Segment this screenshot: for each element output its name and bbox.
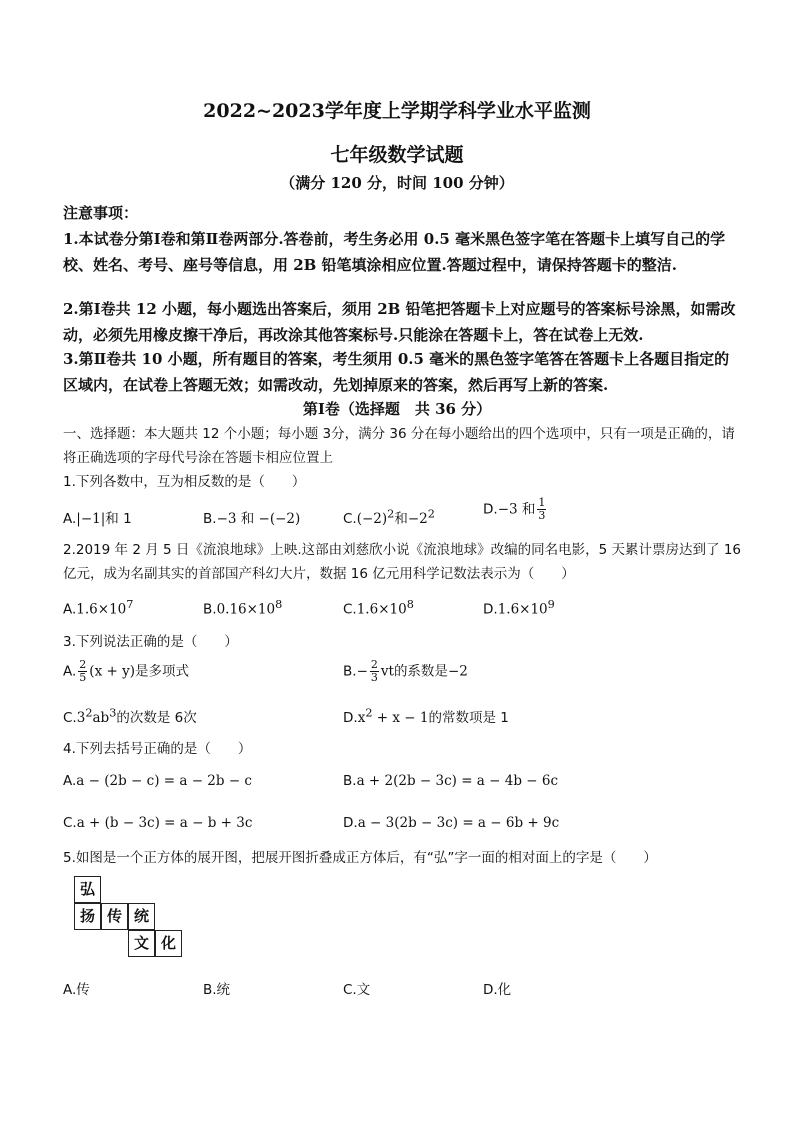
q5-option-b: B.统 bbox=[203, 982, 231, 998]
q2-stem: 2.2019 年 2 月 5 日《流浪地球》上映.这部由刘慈欣小说《流浪地球》改编的同名电影，5 天累计票房达到了 16 亿元，成为名副其实的首部国产科幻大片，数据 16 亿元用科学记数法表示为（ ） bbox=[63, 542, 742, 582]
cube-net-cell: 统 bbox=[128, 903, 155, 930]
q3-stem: 3.下列说法正确的是（ ） bbox=[63, 634, 238, 650]
q5-stem: 5.如图是一个正方体的展开图，把展开图折叠成正方体后，有“弘”字一面的相对面上的字是（ ） bbox=[63, 850, 657, 866]
notice-item-3: 3.第Ⅱ卷共 10 小题，所有题目的答案，考生须用 0.5 毫米的黑色签字笔答在答题卡上各题目指定的区域内，在试卷上答题无效；如需改动，先划掉原来的答案，然后再写上新的答案. bbox=[63, 350, 730, 394]
cube-net-cell: 文 bbox=[128, 930, 155, 957]
q5-option-a: A.传 bbox=[63, 982, 90, 998]
q4-option-c: C.a + (b − 3c) = a − b + 3c bbox=[63, 815, 253, 831]
fraction: $\frac{1}{3}$ bbox=[538, 496, 546, 522]
q1-stem: 1.下列各数中，互为相反数的是（ ） bbox=[63, 474, 306, 490]
q2-option-a: $A.1.6\times 10^7$ bbox=[63, 598, 134, 618]
notice-item-1: 1.本试卷分第Ⅰ卷和第Ⅱ卷两部分.答卷前，考生务必用 0.5 毫米黑色签字笔在答题卡上填写自己的学校、姓名、考号、座号等信息，用 2B 铅笔填涂相应位置.答题过程中，请保持答题卡的整洁. bbox=[63, 230, 726, 274]
q1-option-b: B.−3 和 −(−2) bbox=[203, 511, 301, 527]
q2-option-b: $B.0.16\times 10^8$ bbox=[203, 598, 283, 618]
q5-option-d: D.化 bbox=[483, 982, 512, 998]
q4-option-d: D.a − 3(2b − 3c) = a − 6b + 9c bbox=[343, 815, 560, 831]
fraction: $\frac{2}{3}$ bbox=[370, 658, 378, 684]
q4-stem: 4.下列去括号正确的是（ ） bbox=[63, 741, 252, 757]
q3-option-b: B.− $\frac{2}{3}$ vt的系数是−2 bbox=[343, 658, 468, 684]
exam-info: （满分 120 分，时间 100 分钟） bbox=[280, 174, 514, 192]
cube-net-cell: 传 bbox=[101, 903, 128, 930]
notice-heading: 注意事项： bbox=[63, 204, 139, 222]
q4-option-b: B.a + 2(2b − 3c) = a − 4b − 6c bbox=[343, 773, 559, 789]
q5-option-c: C.文 bbox=[343, 982, 371, 998]
exam-subtitle: 七年级数学试题 bbox=[330, 144, 464, 166]
section-title: 第Ⅰ卷（选择题 共 36 分） bbox=[302, 400, 492, 418]
q3-option-d: $D.x^2 + x - 1$的常数项是 1 bbox=[343, 706, 509, 726]
cube-net-cell: 化 bbox=[155, 930, 182, 957]
q3-option-a: A. $\frac{2}{5}$ (x + y)是多项式 bbox=[63, 658, 189, 684]
q4-option-a: A.a − (2b − c) = a − 2b − c bbox=[63, 773, 252, 789]
q2-option-d: $D.1.6\times 10^9$ bbox=[483, 598, 555, 618]
cube-net-cell: 弘 bbox=[74, 876, 101, 903]
q1-option-d: D.−3 和 $\frac{1}{3}$ bbox=[483, 496, 546, 522]
q1-option-c: $C.(-2)^2$和$-2^2$ bbox=[343, 507, 435, 527]
q3-option-c: $C.3^2ab^3$的次数是 6次 bbox=[63, 706, 197, 726]
section-instructions: 一、选择题：本大题共 12 个小题；每小题 3分，满分 36 分在每小题给出的四个选项中，只有一项是正确的，请将正确选项的字母代号涂在答题卡相应位置上 bbox=[63, 426, 735, 466]
fraction: $\frac{2}{5}$ bbox=[79, 658, 87, 684]
q1-option-a: A.|−1|和 1 bbox=[63, 511, 132, 527]
cube-net-figure bbox=[74, 876, 186, 964]
cube-net-cell: 扬 bbox=[74, 903, 101, 930]
q2-option-c: $C.1.6\times 10^8$ bbox=[343, 598, 414, 618]
notice-item-2: 2.第Ⅰ卷共 12 小题，每小题选出答案后，须用 2B 铅笔把答题卡上对应题号的答案标号涂黑，如需改动，必须先用橡皮擦干净后，再改涂其他答案标号.只能涂在答题卡上，答在试卷上无效. bbox=[63, 300, 736, 344]
exam-title: 2022~2023学年度上学期学科学业水平监测 bbox=[203, 100, 591, 122]
